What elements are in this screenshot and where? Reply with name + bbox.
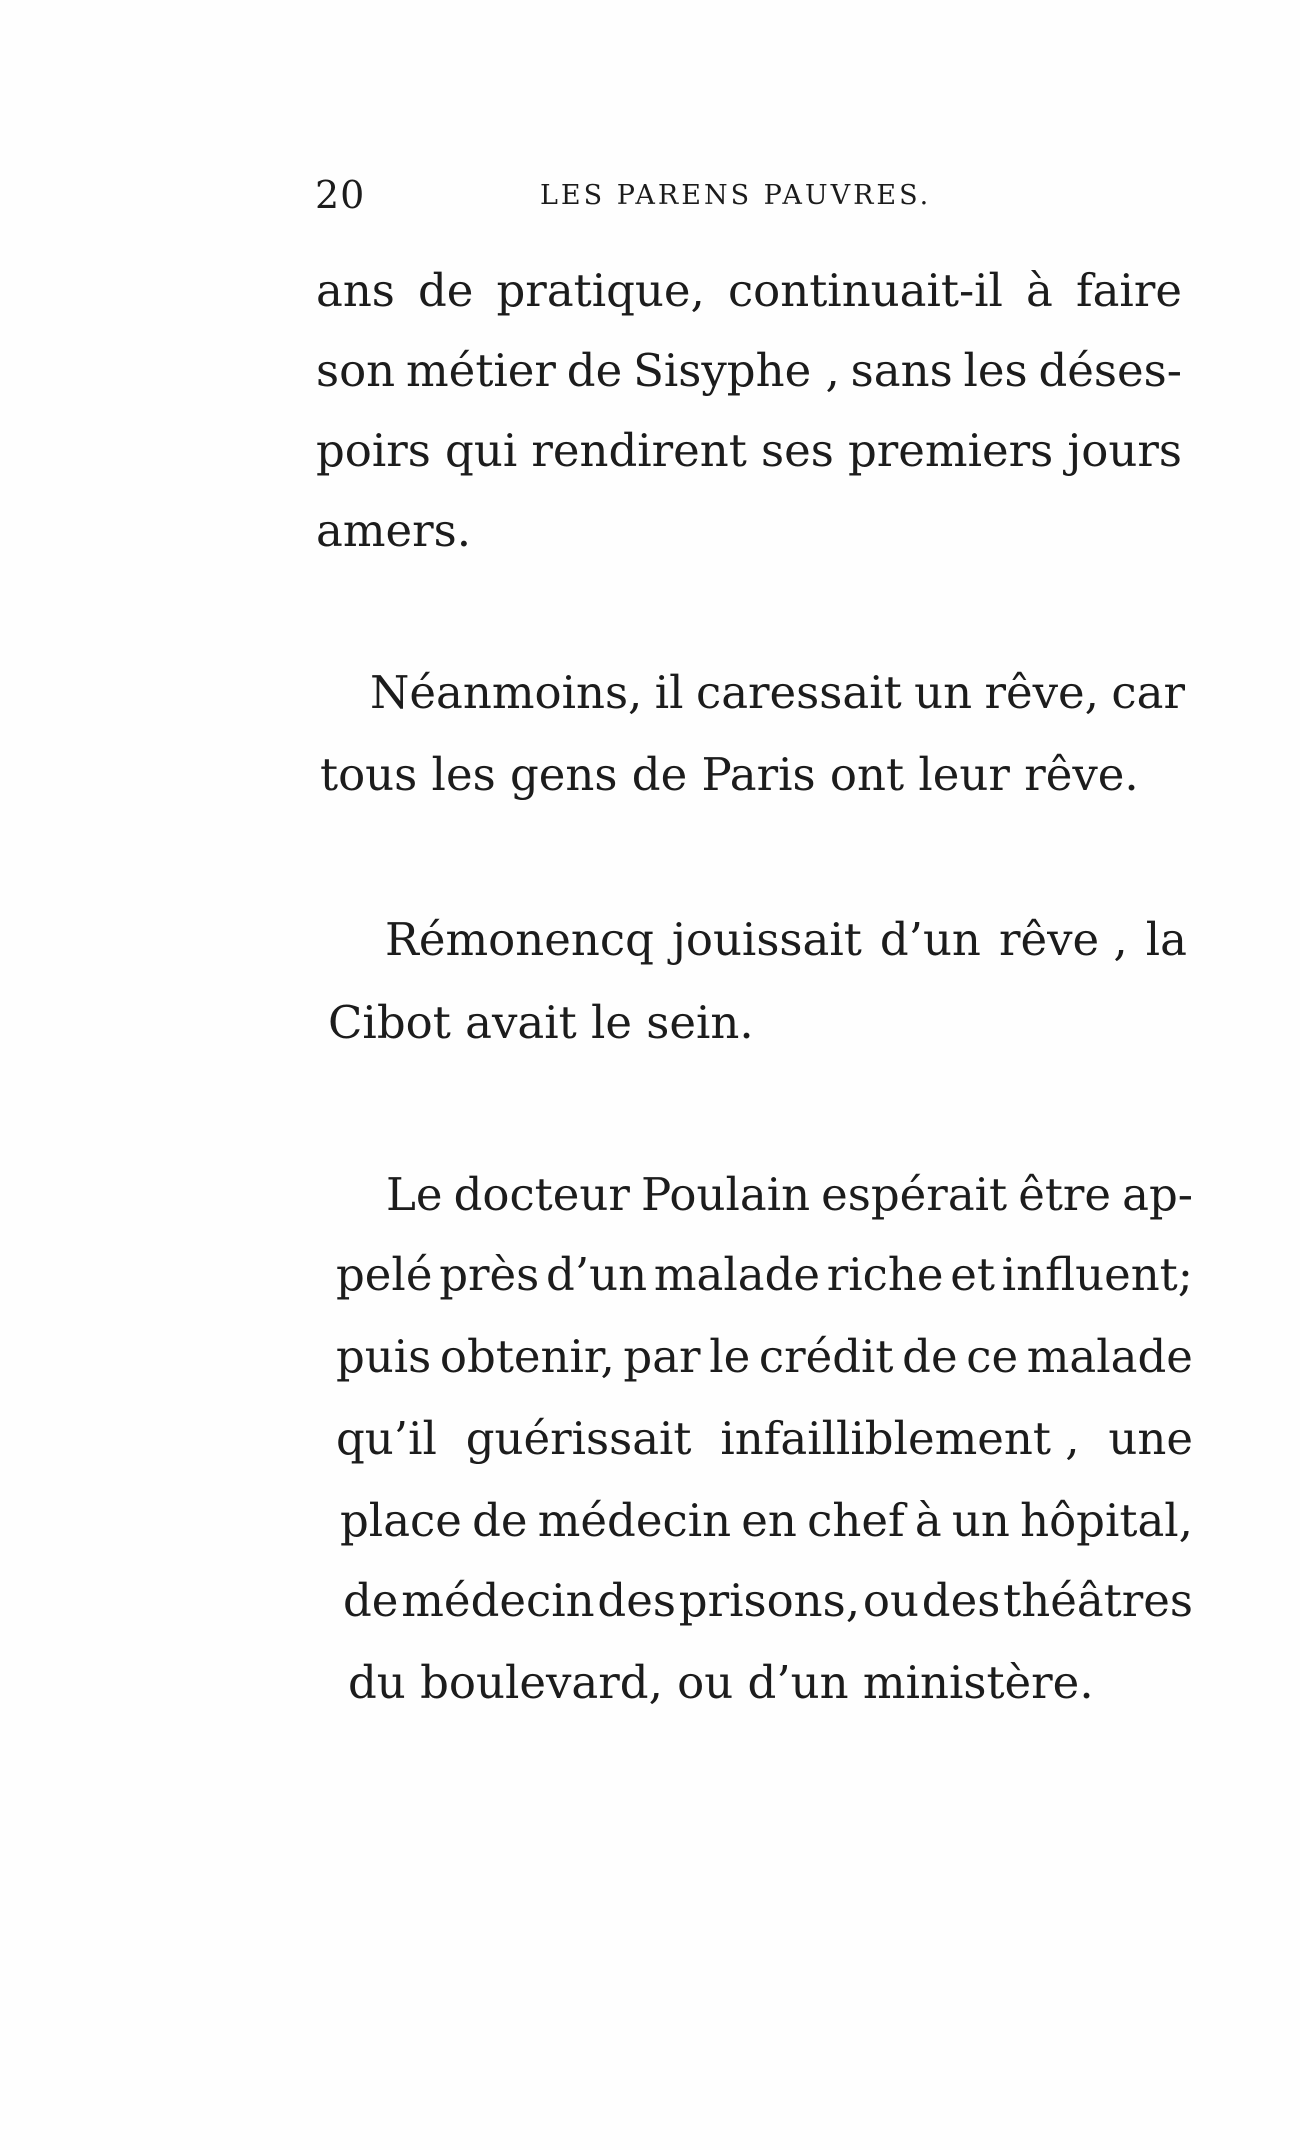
word: chef bbox=[807, 1494, 905, 1547]
word: rendirent bbox=[531, 424, 747, 477]
text-line bbox=[386, 1160, 1193, 1230]
word: ap- bbox=[1122, 1168, 1193, 1221]
word: de bbox=[902, 1330, 958, 1383]
word: un bbox=[914, 666, 973, 719]
text-line bbox=[343, 1566, 1193, 1636]
word: près bbox=[439, 1248, 540, 1301]
word: malade bbox=[653, 1248, 821, 1301]
word: place bbox=[340, 1494, 462, 1547]
word: de bbox=[417, 264, 474, 317]
word: guérissait bbox=[465, 1412, 692, 1465]
word: la bbox=[1145, 913, 1187, 966]
text-line bbox=[316, 336, 1182, 406]
text-line: Cibot avait le sein. bbox=[328, 996, 754, 1049]
word: le bbox=[709, 1330, 751, 1383]
text-line bbox=[316, 256, 1182, 326]
running-title: LES PARENS PAUVRES. bbox=[540, 180, 932, 211]
word: puis bbox=[336, 1330, 432, 1383]
word: des bbox=[921, 1574, 1001, 1627]
word: Le bbox=[386, 1168, 443, 1221]
text-line: du boulevard, ou d’un ministère. bbox=[348, 1656, 1094, 1709]
word: une bbox=[1108, 1412, 1193, 1465]
word: les bbox=[963, 344, 1028, 397]
word: prisons, bbox=[678, 1574, 861, 1627]
word: de bbox=[566, 344, 623, 397]
word: ans bbox=[316, 264, 395, 317]
word: car bbox=[1111, 666, 1185, 719]
word: espérait bbox=[821, 1168, 1008, 1221]
word: un bbox=[951, 1494, 1010, 1547]
word: ses bbox=[761, 424, 834, 477]
word: caressait bbox=[696, 666, 902, 719]
word: infailliblement , bbox=[720, 1412, 1080, 1465]
word: premiers bbox=[847, 424, 1054, 477]
word: de bbox=[472, 1494, 528, 1547]
word: sans bbox=[850, 344, 953, 397]
word: ou bbox=[862, 1574, 919, 1627]
word: docteur bbox=[453, 1168, 630, 1221]
word: d’un bbox=[546, 1248, 648, 1301]
text-line bbox=[316, 416, 1182, 486]
word: être bbox=[1018, 1168, 1112, 1221]
word: jours bbox=[1067, 424, 1182, 477]
word: il bbox=[654, 666, 684, 719]
word: Sisyphe , bbox=[633, 344, 840, 397]
text-line bbox=[370, 658, 1185, 728]
text-line bbox=[385, 905, 1187, 975]
word: Poulain bbox=[640, 1168, 811, 1221]
word: rêve , bbox=[998, 913, 1128, 966]
word: en bbox=[741, 1494, 797, 1547]
word: Rémonencq bbox=[385, 913, 654, 966]
text-line: tous les gens de Paris ont leur rêve. bbox=[320, 748, 1139, 801]
word: faire bbox=[1075, 264, 1182, 317]
word: riche bbox=[826, 1248, 944, 1301]
word: pelé bbox=[336, 1248, 433, 1301]
word: crédit bbox=[758, 1330, 894, 1383]
word: poirs bbox=[316, 424, 431, 477]
running-head bbox=[315, 170, 960, 220]
word: hôpital, bbox=[1020, 1494, 1193, 1547]
word: qu’il bbox=[336, 1412, 437, 1465]
word: d’un bbox=[879, 913, 981, 966]
word: par bbox=[623, 1330, 701, 1383]
word: influent; bbox=[1001, 1248, 1193, 1301]
word: qui bbox=[445, 424, 518, 477]
word: théâtres bbox=[1003, 1574, 1193, 1627]
word: des bbox=[597, 1574, 676, 1627]
word: ce bbox=[966, 1330, 1019, 1383]
word: continuait-il bbox=[727, 264, 1003, 317]
text-line bbox=[336, 1404, 1193, 1474]
word: malade bbox=[1026, 1330, 1193, 1383]
word: déses- bbox=[1038, 344, 1182, 397]
word: à bbox=[1026, 264, 1053, 317]
word: Néanmoins, bbox=[370, 666, 643, 719]
word: médecin bbox=[401, 1574, 595, 1627]
word: à bbox=[914, 1494, 942, 1547]
word: son bbox=[316, 344, 396, 397]
word: jouissait bbox=[671, 913, 862, 966]
word: obtenir, bbox=[439, 1330, 615, 1383]
word: de bbox=[343, 1574, 399, 1627]
text-line bbox=[340, 1486, 1193, 1556]
word: et bbox=[950, 1248, 995, 1301]
word: rêve, bbox=[984, 666, 1099, 719]
text-line bbox=[336, 1240, 1193, 1310]
text-line bbox=[336, 1322, 1193, 1392]
page-number: 20 bbox=[315, 173, 366, 217]
word: pratique, bbox=[496, 264, 705, 317]
text-line: amers. bbox=[316, 504, 472, 557]
word: médecin bbox=[537, 1494, 732, 1547]
word: métier bbox=[406, 344, 556, 397]
